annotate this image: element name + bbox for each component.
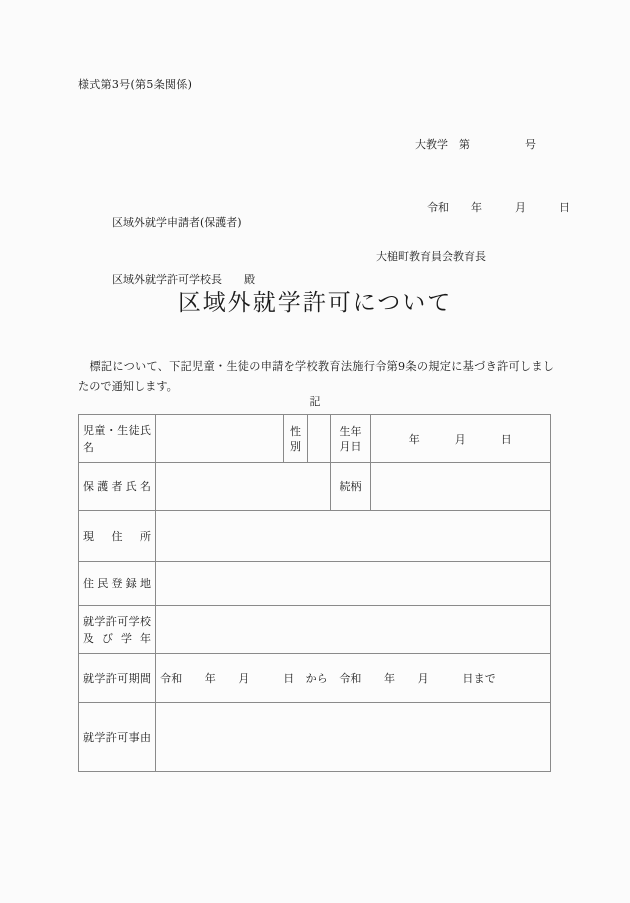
label-date-of-birth: 生年月日: [331, 415, 371, 463]
input-current-address[interactable]: [156, 511, 551, 562]
label-guardian-name: 保護者氏名: [79, 463, 156, 511]
input-period[interactable]: 令和 年 月 日 から 令和 年 月 日まで: [156, 654, 551, 703]
document-date: 令和 年 月 日: [427, 201, 570, 214]
addressee-applicant: 区域外就学申請者(保護者): [112, 216, 242, 229]
table-row-reason: [79, 703, 551, 772]
table-row-guardian-name: [79, 463, 551, 511]
label-student-name: 児童・生徒氏名: [79, 415, 156, 463]
page-title: 区域外就学許可について: [177, 290, 453, 316]
ki-marker: 記: [309, 395, 321, 408]
label-current-address: 現住所: [79, 511, 156, 562]
input-school-grade[interactable]: [156, 606, 551, 654]
label-sex: 性別: [284, 415, 308, 463]
table-row-period: [79, 654, 551, 703]
label-period: 就学許可期間: [79, 654, 156, 703]
input-relation[interactable]: [371, 463, 551, 511]
table-row-student-name: [79, 415, 551, 463]
input-date-of-birth[interactable]: 年 月 日: [371, 415, 551, 463]
addressee-principal: 区域外就学許可学校長 殿: [112, 273, 255, 286]
permission-detail-table: [78, 414, 551, 772]
label-relation: 続柄: [331, 463, 371, 511]
document-number: 大教学 第 号: [415, 138, 536, 151]
input-student-name[interactable]: [156, 415, 284, 463]
input-guardian-name[interactable]: [156, 463, 331, 511]
label-school-grade: 就学許可学校及び学年: [79, 606, 156, 654]
table-row-current-address: [79, 511, 551, 562]
label-registered-address: 住民登録地: [79, 562, 156, 606]
table-row-registered-address: [79, 562, 551, 606]
table-row-school-grade: [79, 606, 551, 654]
input-registered-address[interactable]: [156, 562, 551, 606]
label-reason: 就学許可事由: [79, 703, 156, 772]
body-paragraph: 標記について、下記児童・生徒の申請を学校教育法施行令第9条の規定に基づき許可しましたので通知します。: [78, 360, 554, 393]
issuer-name: 大槌町教育員会教育長: [376, 250, 486, 263]
form-number: 様式第3号(第5条関係): [78, 78, 193, 91]
document-meta-block: [415, 92, 570, 260]
input-reason[interactable]: [156, 703, 551, 772]
input-sex[interactable]: [308, 415, 331, 463]
